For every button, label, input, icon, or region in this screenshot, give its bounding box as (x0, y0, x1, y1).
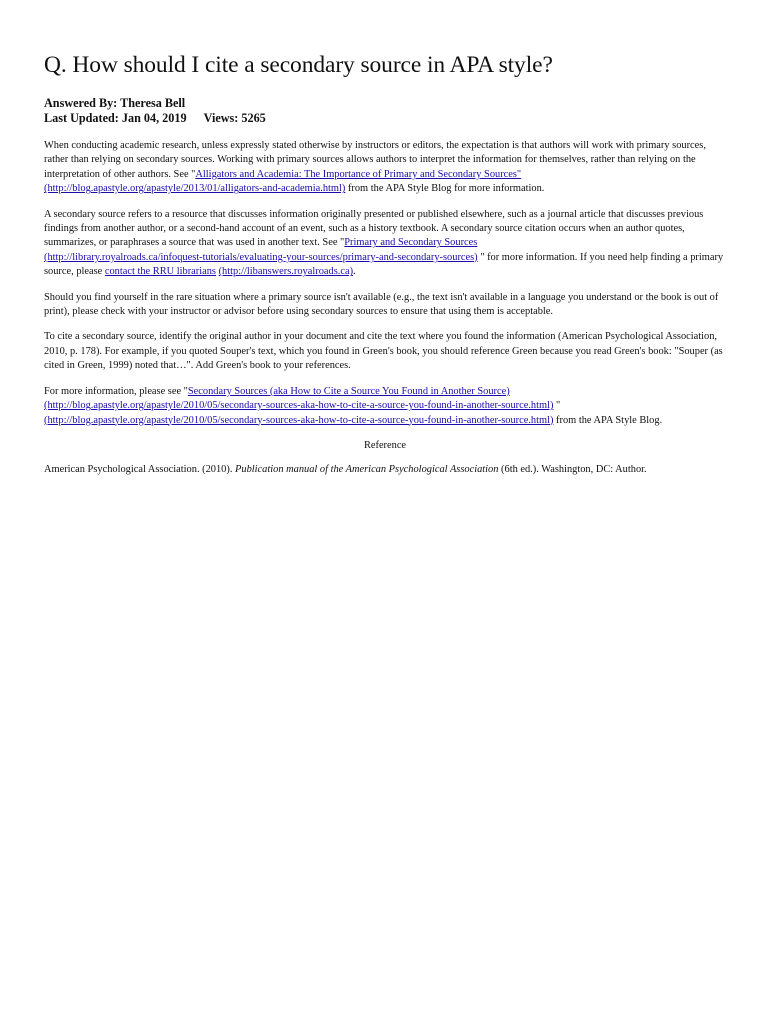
paragraph-text: When conducting academic research, unless expressly stated otherwise by instructors or editors, the expectation is that authors will work with primary sources, rather than relying on secondary sources. Working with primary sources allows authors to interpret the information for themselves, rather than relying on the interpretation of other authors. See " (44, 140, 706, 180)
updated-line (44, 111, 726, 126)
article-meta (44, 96, 726, 126)
reference-entry (44, 463, 726, 477)
paragraph-mid: " for more information. If you need help finding a primary source, please (44, 251, 724, 278)
paragraph-mid: " (553, 400, 561, 412)
paragraph-tail: from the APA Style Blog. (553, 414, 663, 426)
views-label: Views: (203, 111, 239, 125)
paragraph-tail: . (353, 266, 356, 278)
updated-date: Jan 04, 2019 (121, 111, 187, 125)
reference-tail: (6th ed.). Washington, DC: Author. (498, 464, 647, 476)
paragraph-text: A secondary source refers to a resource that discusses information originally presented or published elsewhere, such as a journal article that discusses previous findings from another author, or a second-hand account of an event, such as a history textbook. A secondary source citation occurs when an author quotes, summarizes, or paraphrases a source that was used in another text. See " (44, 208, 704, 249)
paragraph-secondary-definition (44, 208, 726, 280)
primary-secondary-link[interactable]: Primary and Secondary Sources (344, 237, 478, 249)
reference-title: Publication manual of the American Psychological Association (235, 464, 499, 476)
paragraph-tail: from the APA Style Blog for more information. (345, 183, 545, 195)
paragraph-primary-sources (44, 139, 726, 197)
libanswers-url-link[interactable]: (http://libanswers.royalroads.ca) (218, 266, 354, 278)
views-count: 5265 (241, 111, 266, 125)
paragraph-rare-situation: Should you find yourself in the rare situation where a primary source isn't available (e.g., the text isn't available in a language you understand or the book is out of print), please check with your instructor or advisor before using secondary sources to ensure that using them is acceptable. (44, 291, 719, 318)
paragraph-text: For more information, please see " (44, 385, 188, 397)
paragraph-how-to-cite: To cite a secondary source, identify the original author in your document and cite the text where you found the information (American Psychological Association, 2010, p. 178). For example, if you quoted Souper's text, which you found in Green's book, you should reference Green because you read Green's book: "Souper (as cited in Green, 1999) noted that…". Add Green's book to your references. (44, 331, 723, 372)
primary-secondary-url-link[interactable]: (http://library.royalroads.ca/infoquest-tutorials/evaluating-your-sources/primary-and-secondary-sources) (44, 251, 478, 263)
alligators-url-link[interactable]: (http://blog.apastyle.org/apastyle/2013/01/alligators-and-academia.html) (44, 183, 346, 195)
reference-author: American Psychological Association. (2010). (44, 464, 236, 476)
paragraph-more-information (44, 385, 726, 428)
answered-by-line (44, 96, 726, 111)
secondary-sources-url-link[interactable]: (http://blog.apastyle.org/apastyle/2010/05/secondary-sources-aka-how-to-cite-a-source-you-found-in-another-source.html) (44, 400, 554, 412)
answered-by-name: Theresa Bell (120, 96, 186, 110)
secondary-sources-url-link-2[interactable]: (http://blog.apastyle.org/apastyle/2010/05/secondary-sources-aka-how-to-cite-a-source-you-found-in-another-source.html) (44, 414, 554, 426)
page-title: Q. How should I cite a secondary source in APA style? (44, 52, 553, 78)
secondary-sources-link[interactable]: Secondary Sources (aka How to Cite a Source You Found in Another Source) (187, 385, 510, 397)
alligators-link[interactable]: Alligators and Academia: The Importance of Primary and Secondary Sources" (195, 168, 522, 180)
reference-heading: Reference (363, 439, 407, 451)
answered-by-label: Answered By: (44, 96, 118, 110)
updated-label: Last Updated: (44, 111, 119, 125)
contact-librarians-link[interactable]: contact the RRU librarians (104, 266, 216, 278)
